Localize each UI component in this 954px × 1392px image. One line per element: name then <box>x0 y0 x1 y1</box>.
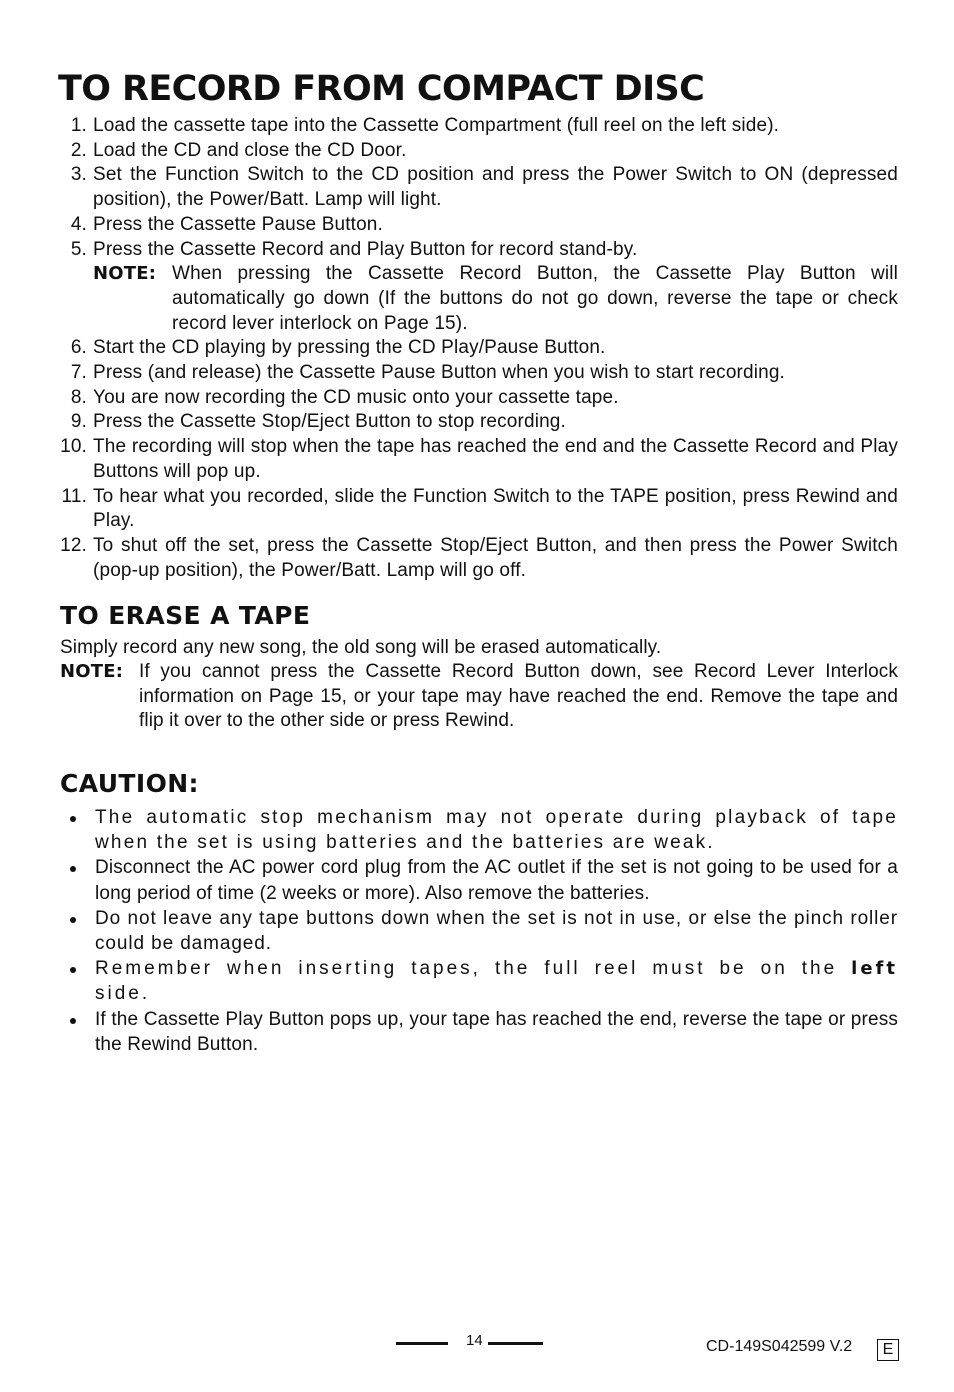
list-item <box>56 361 898 386</box>
bullet-text: side. <box>95 983 151 1005</box>
step-text: Press the Cassette Stop/Eject Button to stop recording. <box>93 411 566 433</box>
step-number: 7. <box>70 362 87 384</box>
record-note <box>93 262 898 336</box>
note-label: NOTE: <box>93 263 157 285</box>
language-badge: E <box>877 1339 899 1361</box>
list-item <box>66 956 898 1006</box>
bullet-icon <box>70 967 76 973</box>
bullet-icon <box>70 1018 76 1024</box>
step-number: 2. <box>70 139 87 161</box>
list-item <box>66 855 898 905</box>
bullet-icon <box>70 816 76 822</box>
list-item <box>56 213 898 238</box>
list-item <box>56 163 898 212</box>
list-item <box>56 114 898 139</box>
list-item <box>66 906 898 956</box>
bullet-text: The automatic stop mechanism may not operate during playback of tape when the set is using batteries and the batteries are weak. <box>95 807 898 854</box>
erase-section-title: TO ERASE A TAPE <box>60 601 311 630</box>
erase-text: Simply record any new song, the old song will be erased automatically. <box>60 637 662 658</box>
step-number: 1. <box>70 115 87 136</box>
footer-rule-right <box>488 1342 543 1345</box>
caution-section-title: CAUTION: <box>60 769 199 798</box>
step-number: 12. <box>60 534 87 556</box>
step-number: 11. <box>61 485 87 507</box>
record-section-title: TO RECORD FROM COMPACT DISC <box>58 69 705 109</box>
step-text: Set the Function Switch to the CD position and press the Power Switch to ON (depressed position), the Power/Batt. Lamp will light. <box>93 164 898 211</box>
step-text: The recording will stop when the tape has reached the end and the Cassette Record and Play Buttons will pop up. <box>93 436 898 482</box>
list-item <box>66 1007 898 1057</box>
bullet-text: If the Cassette Play Button pops up, your tape has reached the end, reverse the tape or press the Rewind Button. <box>95 1008 898 1055</box>
step-number: 10. <box>60 436 87 458</box>
step-text: To hear what you recorded, slide the Function Switch to the TAPE position, press Rewind and Play. <box>93 485 898 532</box>
step-text: You are now recording the CD music onto your cassette tape. <box>93 386 619 408</box>
step-number: 6. <box>70 337 87 359</box>
list-item <box>56 139 898 164</box>
record-steps-list <box>56 114 898 583</box>
bullet-text: Disconnect the AC power cord plug from the AC outlet if the set is not going to be used for a long period of time (2 weeks or more). Also remove the batteries. <box>95 857 898 904</box>
step-text: To shut off the set, press the Cassette Stop/Eject Button, and then press the Power Switch (pop-up position), the Power/Batt. Lamp will go off. <box>93 534 898 581</box>
list-item <box>56 386 898 411</box>
emphasis-left: left <box>851 958 898 980</box>
page-number: 14 <box>466 1332 483 1349</box>
list-item <box>66 805 898 855</box>
doc-id: CD-149S042599 V.2 <box>706 1338 853 1355</box>
step-number: 4. <box>70 213 87 235</box>
list-item <box>56 238 898 337</box>
bullet-text: Do not leave any tape buttons down when the set is not in use, or else the pinch roller could be damaged. <box>95 907 898 955</box>
list-item <box>56 485 898 534</box>
list-item <box>56 336 898 361</box>
note-text: If you cannot press the Cassette Record Button down, see Record Lever Interlock information on Page 15, or your tape may have reached the end. Remove the tape and flip it over to the other side or press Rewind. <box>139 661 898 732</box>
step-text: Load the cassette tape into the Cassette Compartment (full reel on the left side). <box>93 115 780 136</box>
list-item <box>56 534 898 583</box>
bullet-icon <box>70 917 76 923</box>
caution-list <box>66 805 898 1057</box>
note-text: When pressing the Cassette Record Button, the Cassette Play Button will automatically go down (If the buttons do not go down, reverse the tape or check record lever interlock on Page 15). <box>172 263 898 334</box>
footer-rule-left <box>396 1342 448 1345</box>
step-text: Load the CD and close the CD Door. <box>93 139 407 161</box>
bullet-text: Remember when inserting tapes, the full reel must be on the <box>95 958 838 980</box>
step-text: Press the Cassette Record and Play Button for record stand-by. <box>93 238 638 260</box>
step-number: 8. <box>70 386 87 408</box>
step-number: 9. <box>70 411 87 433</box>
step-text: Start the CD playing by pressing the CD Play/Pause Button. <box>93 337 606 359</box>
step-number: 5. <box>70 238 87 260</box>
step-text: Press (and release) the Cassette Pause Button when you wish to start recording. <box>93 362 785 384</box>
step-text: Press the Cassette Pause Button. <box>93 213 383 235</box>
note-label: NOTE: <box>60 661 124 682</box>
list-item <box>56 435 898 484</box>
bullet-icon <box>70 866 76 872</box>
erase-note <box>60 660 898 734</box>
list-item <box>56 410 898 435</box>
step-number: 3. <box>70 164 87 186</box>
